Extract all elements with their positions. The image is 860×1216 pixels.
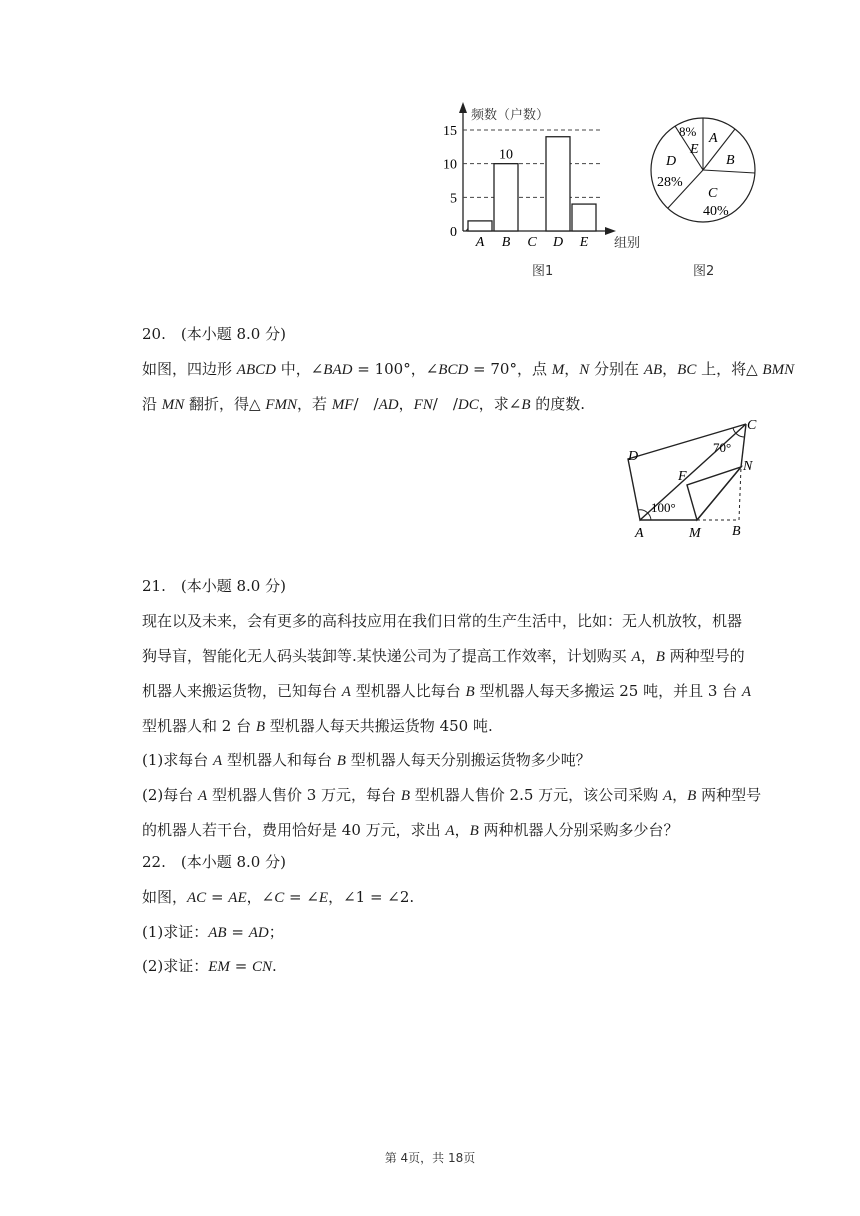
math-symbol: BAD bbox=[323, 362, 353, 378]
label-a: A bbox=[635, 526, 644, 541]
text-run: 沿 bbox=[142, 395, 162, 413]
math-symbol: CN bbox=[252, 959, 273, 975]
q21-line-3 bbox=[142, 680, 751, 701]
q21-line-4 bbox=[142, 715, 493, 736]
math-symbol: B bbox=[655, 649, 665, 665]
math-symbol: B bbox=[336, 753, 346, 769]
label-f: F bbox=[678, 469, 687, 484]
math-symbol: EM bbox=[208, 959, 230, 975]
q21-header: 21. (本小题 8.0 分) bbox=[142, 577, 286, 595]
text-run: 两种机器人分别采购多少台？ bbox=[478, 821, 679, 839]
math-symbol: A bbox=[741, 684, 752, 700]
math-symbol: E bbox=[318, 890, 329, 906]
math-symbol: A bbox=[631, 649, 641, 665]
math-symbol: C bbox=[274, 890, 285, 906]
q21-question-2-line-1 bbox=[142, 784, 761, 805]
angle-a-label: 100° bbox=[651, 500, 676, 515]
math-symbol: B bbox=[687, 788, 697, 804]
pie-label-d: D bbox=[666, 154, 677, 169]
figure-2-caption: 图2 bbox=[693, 264, 715, 279]
text-run: = bbox=[229, 957, 253, 975]
bar-d bbox=[546, 137, 570, 231]
y-tick-label: 10 bbox=[443, 157, 457, 173]
x-axis-arrow bbox=[605, 227, 616, 235]
q21-question-1 bbox=[142, 749, 591, 770]
q21-question-2-line-2 bbox=[142, 819, 679, 840]
text-run: 型机器人和每台 bbox=[222, 751, 337, 769]
math-symbol: AB bbox=[208, 925, 227, 941]
text-run: 翻折，得△ bbox=[184, 395, 266, 413]
figure-1-caption: 图1 bbox=[532, 264, 554, 279]
math-symbol: AD bbox=[248, 925, 269, 941]
text-run: = bbox=[226, 923, 249, 941]
text-run: 型机器人售价 3 万元，每台 bbox=[207, 786, 401, 804]
x-tick-label-a: A bbox=[475, 235, 485, 250]
math-symbol: DC bbox=[457, 397, 479, 413]
q22-line-1 bbox=[142, 886, 414, 907]
q20-quadrilateral-figure bbox=[600, 410, 780, 545]
label-b: B bbox=[732, 524, 741, 539]
text-run: 如图， bbox=[142, 888, 188, 906]
label-n: N bbox=[743, 459, 753, 474]
math-symbol: AB bbox=[643, 362, 663, 378]
text-run: ，∠ bbox=[246, 888, 275, 906]
math-symbol: B bbox=[465, 684, 475, 700]
text-run: 如图，四边形 bbox=[142, 360, 237, 378]
text-run: ，若 bbox=[297, 395, 332, 413]
text-run: = bbox=[206, 888, 229, 906]
pie-chart bbox=[651, 118, 755, 222]
text-run: ， bbox=[398, 395, 414, 413]
text-run: 两种型号 bbox=[696, 786, 762, 804]
pie-label-b: B bbox=[726, 153, 735, 168]
text-run: 机器人来搬运货物，已知每台 bbox=[142, 682, 342, 700]
math-symbol: M bbox=[551, 362, 565, 378]
q20-line-1 bbox=[142, 358, 794, 379]
math-symbol: ABCD bbox=[236, 362, 276, 378]
label-m: M bbox=[689, 526, 701, 541]
math-symbol: A bbox=[198, 788, 208, 804]
math-symbol: MF bbox=[331, 397, 354, 413]
q21-line-2 bbox=[142, 645, 745, 666]
y-tick-label: 15 bbox=[443, 124, 457, 139]
bar-e bbox=[572, 204, 596, 231]
math-symbol: A bbox=[341, 684, 351, 700]
math-symbol: B bbox=[400, 788, 410, 804]
math-symbol: FMN bbox=[265, 397, 298, 413]
text-run: 分别在 bbox=[589, 360, 644, 378]
pie-label-c: C bbox=[708, 186, 718, 201]
triangle-fmn bbox=[687, 467, 741, 520]
text-run: / / bbox=[432, 395, 458, 413]
text-run: (1)求证： bbox=[142, 923, 209, 941]
text-run: = 70°，点 bbox=[468, 360, 552, 378]
math-symbol: BCD bbox=[438, 362, 469, 378]
text-run: ， bbox=[454, 821, 470, 839]
text-run: = 100°，∠ bbox=[352, 360, 439, 378]
text-run: / / bbox=[353, 395, 379, 413]
text-run: (1)求每台 bbox=[142, 751, 214, 769]
x-tick-label-b: B bbox=[501, 235, 511, 250]
text-run: 型机器人每天共搬运货物 450 吨. bbox=[265, 717, 493, 735]
q20-header: 20. (本小题 8.0 分) bbox=[142, 325, 286, 343]
text-run: ， bbox=[662, 360, 678, 378]
pie-divider-c bbox=[703, 170, 755, 173]
math-symbol: AD bbox=[378, 397, 399, 413]
x-tick-label-c: C bbox=[527, 235, 537, 250]
text-run: 型机器人每天分别搬运货物多少吨？ bbox=[345, 751, 591, 769]
text-run: (2)每台 bbox=[142, 786, 199, 804]
math-symbol: BMN bbox=[762, 362, 795, 378]
y-tick-label: 0 bbox=[450, 225, 457, 240]
math-symbol: A bbox=[213, 753, 223, 769]
text-run: 型机器人售价 2.5 万元，该公司采购 bbox=[410, 786, 663, 804]
text-run: 的度数. bbox=[530, 395, 586, 413]
text-run: 两种型号的 bbox=[664, 647, 745, 665]
text-run: 型机器人每天多搬运 25 吨，并且 3 台 bbox=[474, 682, 742, 700]
math-symbol: A bbox=[445, 823, 455, 839]
text-run: 狗导盲，智能化无人码头装卸等.某快递公司为了提高工作效率，计划购买 bbox=[142, 647, 632, 665]
page-footer: 第 4页，共 18页 bbox=[384, 1151, 476, 1165]
math-symbol: FN bbox=[413, 397, 433, 413]
math-symbol: B bbox=[255, 719, 266, 735]
bar-b bbox=[494, 164, 518, 231]
text-run: . bbox=[272, 957, 277, 975]
pie-percent-c: 40% bbox=[703, 204, 729, 219]
text-run: 现在以及未来，会有更多的高科技应用在我们日常的生产生活中，比如：无人机放牧，机器 bbox=[142, 612, 743, 630]
text-run: 型机器人和 2 台 bbox=[142, 717, 256, 735]
angle-c-label: 70° bbox=[713, 440, 732, 455]
y-axis-arrow bbox=[459, 102, 467, 113]
bar-chart bbox=[443, 102, 640, 251]
statistics-figures bbox=[0, 0, 860, 290]
y-tick-label: 5 bbox=[450, 191, 457, 207]
q22-question-2 bbox=[142, 955, 277, 976]
bar-top-value-label: 10 bbox=[499, 147, 513, 163]
text-run: ， bbox=[672, 786, 688, 804]
math-symbol: AC bbox=[187, 890, 207, 906]
y-axis-label: 频数（户数） bbox=[471, 108, 550, 123]
x-tick-label-e: E bbox=[579, 235, 589, 250]
label-d: D bbox=[628, 449, 639, 464]
text-run: 型机器人比每台 bbox=[350, 682, 466, 700]
x-axis-label: 组别 bbox=[614, 236, 641, 251]
text-run: ，∠1 = ∠2. bbox=[328, 888, 415, 906]
text-run: ； bbox=[268, 923, 284, 941]
bar-a bbox=[468, 221, 492, 231]
pie-percent-e: 8% bbox=[679, 124, 697, 139]
text-run: 的机器人若干台，费用恰好是 40 万元，求出 bbox=[142, 821, 446, 839]
q22-header: 22. (本小题 8.0 分) bbox=[142, 853, 286, 871]
q20-line-2 bbox=[142, 393, 585, 414]
math-symbol: AE bbox=[228, 890, 247, 906]
edge-ad-dc bbox=[628, 424, 746, 520]
text-run: = ∠ bbox=[284, 888, 319, 906]
text-run: ， bbox=[640, 647, 656, 665]
text-run: ，求∠ bbox=[478, 395, 522, 413]
q22-question-1 bbox=[142, 921, 284, 942]
text-run: ， bbox=[564, 360, 580, 378]
pie-label-e: E bbox=[690, 142, 699, 157]
text-run: 中，∠ bbox=[275, 360, 324, 378]
math-symbol: MN bbox=[161, 397, 185, 413]
math-symbol: A bbox=[662, 788, 673, 804]
pie-percent-d: 28% bbox=[657, 175, 683, 190]
x-tick-label-d: D bbox=[552, 235, 564, 250]
edge-bn-dashed bbox=[739, 467, 741, 520]
label-c: C bbox=[747, 418, 757, 433]
text-run: (2)求证： bbox=[142, 957, 209, 975]
math-symbol: BC bbox=[677, 362, 697, 378]
math-symbol: B bbox=[521, 397, 531, 413]
math-symbol: B bbox=[469, 823, 479, 839]
pie-label-a: A bbox=[709, 131, 718, 146]
math-symbol: N bbox=[579, 362, 590, 378]
text-run: 上，将△ bbox=[696, 360, 763, 378]
angle-c-arc bbox=[733, 428, 744, 437]
q21-line-1 bbox=[142, 610, 742, 631]
